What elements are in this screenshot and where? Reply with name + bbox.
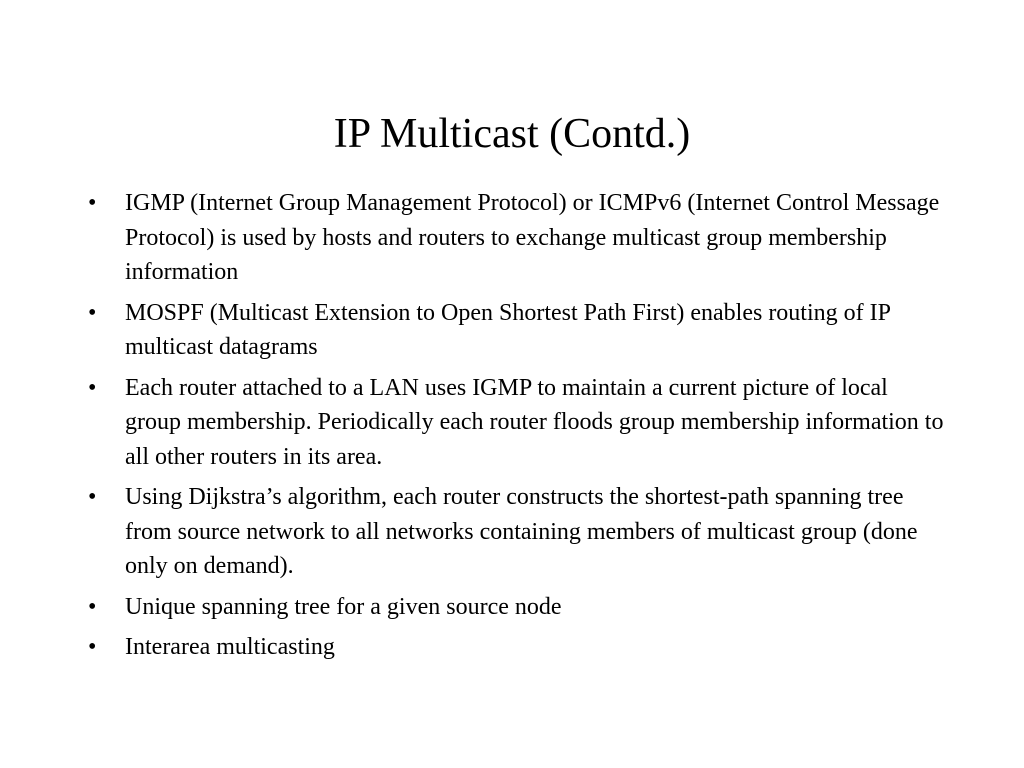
bullet-item-dijkstra	[88, 480, 948, 584]
bullet-text: Interarea multicasting	[125, 634, 335, 660]
bullet-item-router-lan	[88, 371, 948, 475]
bullet-icon: •	[88, 634, 97, 660]
bullet-list	[88, 186, 948, 671]
bullet-text: Unique spanning tree for a given source node	[125, 593, 562, 620]
bullet-icon: •	[88, 484, 97, 510]
bullet-item-interarea	[88, 630, 948, 665]
slide-title: IP Multicast (Contd.)	[333, 111, 691, 157]
bullet-text: Each router attached to a LAN uses IGMP to maintain a current picture of local group membership. Periodically each router floods group membership information to all other routers in its area.	[125, 374, 944, 470]
bullet-item-igmp	[88, 186, 948, 290]
bullet-text: Using Dijkstra’s algorithm, each router constructs the shortest-path spanning tree from source network to all networks containing members of multicast group (done only on demand).	[125, 484, 918, 579]
bullet-text: IGMP (Internet Group Management Protocol) or ICMPv6 (Internet Control Message Protocol) is used by hosts and routers to exchange multicast group membership information	[125, 190, 940, 285]
bullet-icon: •	[88, 299, 97, 326]
bullet-item-spanning-tree	[88, 590, 948, 625]
bullet-icon: •	[88, 190, 97, 216]
bullet-icon: •	[88, 374, 97, 401]
bullet-icon: •	[88, 593, 97, 620]
bullet-item-mospf	[88, 296, 948, 365]
bullet-text: MOSPF (Multicast Extension to Open Shortest Path First) enables routing of IP multicast datagrams	[125, 299, 891, 360]
